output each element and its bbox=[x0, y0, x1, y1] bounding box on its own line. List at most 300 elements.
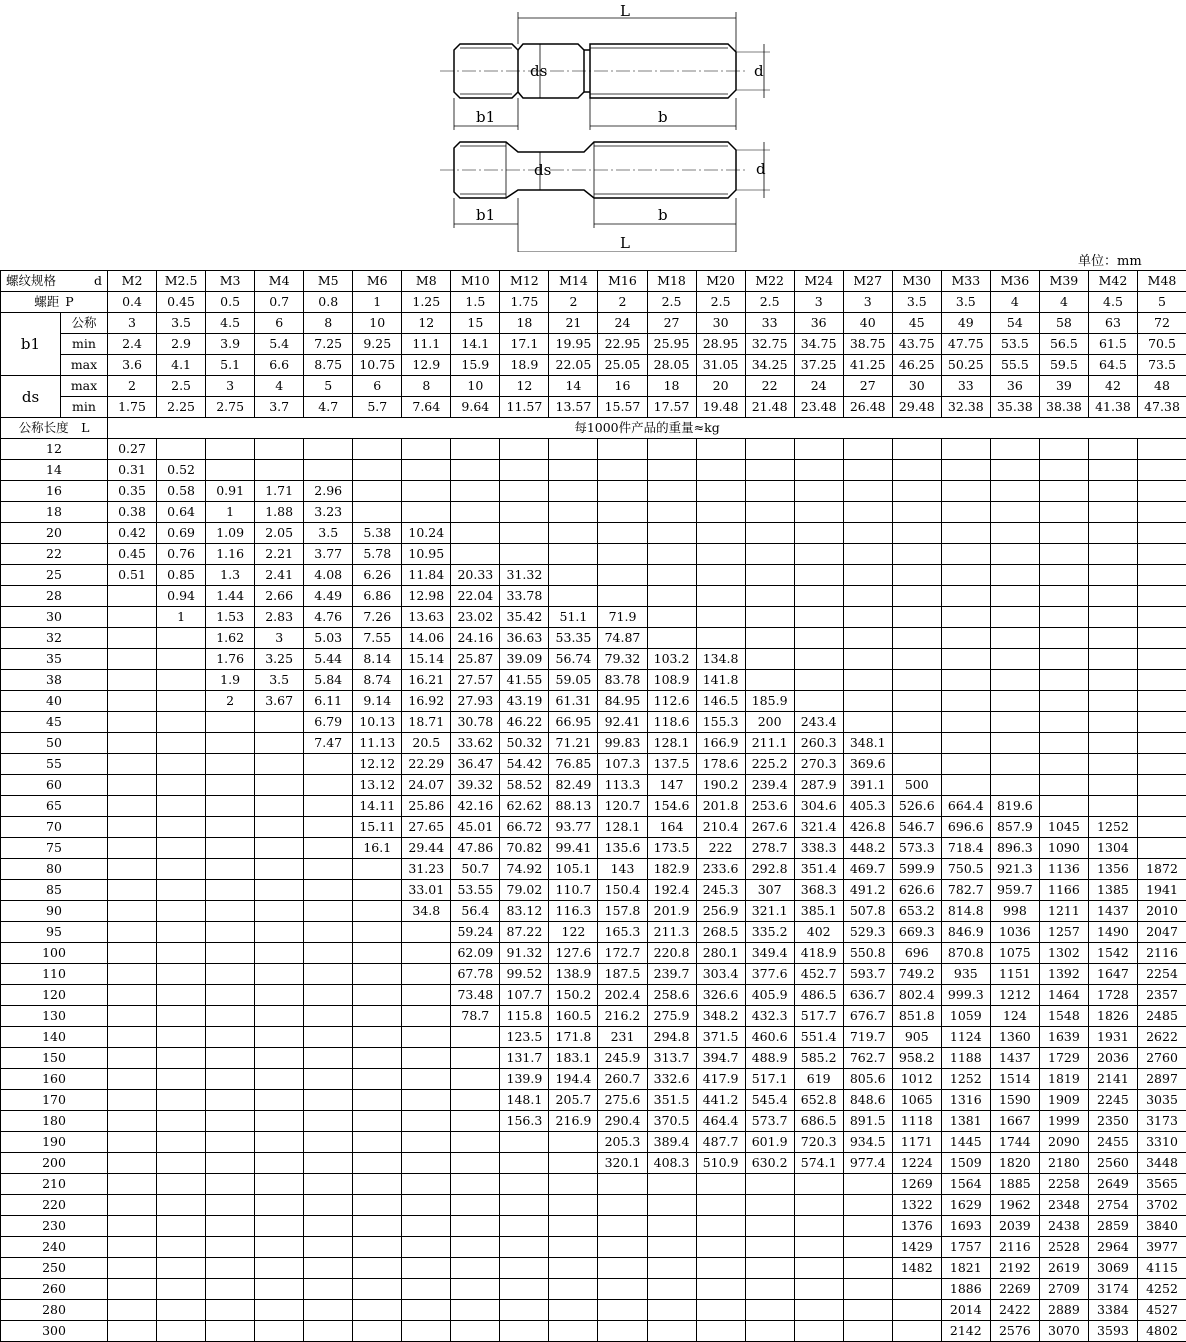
weight-cell bbox=[108, 964, 157, 985]
weight-cell: 33.62 bbox=[451, 733, 500, 754]
b1-nominal-row-cell: 4.5 bbox=[206, 313, 255, 334]
length-value: 230 bbox=[1, 1216, 108, 1237]
weight-row bbox=[1, 775, 1186, 796]
weight-cell: 267.6 bbox=[745, 817, 794, 838]
b1-nominal-row-cell: 24 bbox=[598, 313, 647, 334]
weight-cell bbox=[843, 544, 892, 565]
weight-cell bbox=[402, 1153, 451, 1174]
weight-cell bbox=[353, 1069, 402, 1090]
weight-cell bbox=[451, 1321, 500, 1342]
weight-cell bbox=[1137, 733, 1186, 754]
b1-nominal-row-cell: 30 bbox=[696, 313, 745, 334]
weight-cell: 2889 bbox=[1039, 1300, 1088, 1321]
weight-cell bbox=[745, 607, 794, 628]
weight-cell bbox=[157, 1132, 206, 1153]
ds-min-row-cell: 35.38 bbox=[990, 397, 1039, 418]
weight-cell: 0.51 bbox=[108, 565, 157, 586]
weight-cell bbox=[451, 1153, 500, 1174]
weight-cell bbox=[990, 670, 1039, 691]
weight-cell bbox=[892, 523, 941, 544]
weight-cell bbox=[990, 691, 1039, 712]
weight-cell bbox=[255, 922, 304, 943]
weight-cell bbox=[353, 901, 402, 922]
size-header-cell: M33 bbox=[941, 271, 990, 292]
weight-cell: 1509 bbox=[941, 1153, 990, 1174]
b1-max-row-cell: 46.25 bbox=[892, 355, 941, 376]
ds-max-row-cell: 8 bbox=[402, 376, 451, 397]
weight-cell bbox=[157, 796, 206, 817]
weight-cell bbox=[892, 565, 941, 586]
weight-cell: 1514 bbox=[990, 1069, 1039, 1090]
ds-min-row-cell: 1.75 bbox=[108, 397, 157, 418]
weight-cell: 1629 bbox=[941, 1195, 990, 1216]
weight-cell: 1909 bbox=[1039, 1090, 1088, 1111]
weight-cell bbox=[1039, 439, 1088, 460]
weight-cell: 27.57 bbox=[451, 670, 500, 691]
weight-cell bbox=[1088, 775, 1137, 796]
weight-cell: 2438 bbox=[1039, 1216, 1088, 1237]
weight-cell bbox=[206, 1048, 255, 1069]
size-header-cell: M8 bbox=[402, 271, 451, 292]
weight-cell bbox=[304, 439, 353, 460]
weight-cell bbox=[892, 649, 941, 670]
weight-cell bbox=[451, 1111, 500, 1132]
weight-cell bbox=[794, 502, 843, 523]
weight-cell bbox=[304, 460, 353, 481]
weight-cell bbox=[206, 922, 255, 943]
weight-cell bbox=[157, 964, 206, 985]
weight-cell: 11.84 bbox=[402, 565, 451, 586]
weight-cell: 935 bbox=[941, 964, 990, 985]
weight-cell bbox=[206, 901, 255, 922]
weight-cell bbox=[892, 460, 941, 481]
weight-cell bbox=[157, 817, 206, 838]
weight-cell bbox=[304, 964, 353, 985]
weight-cell: 3840 bbox=[1137, 1216, 1186, 1237]
weight-cell bbox=[402, 1132, 451, 1153]
weight-cell: 1.9 bbox=[206, 670, 255, 691]
weight-cell: 303.4 bbox=[696, 964, 745, 985]
weight-cell bbox=[843, 607, 892, 628]
ds-min-row-cell: 2.75 bbox=[206, 397, 255, 418]
weight-cell: 1090 bbox=[1039, 838, 1088, 859]
b1-min-row-cell: 19.95 bbox=[549, 334, 598, 355]
length-value: 70 bbox=[1, 817, 108, 838]
weight-cell: 1464 bbox=[1039, 985, 1088, 1006]
weight-cell bbox=[206, 1090, 255, 1111]
weight-cell: 2357 bbox=[1137, 985, 1186, 1006]
ds-min-row-cell: 13.57 bbox=[549, 397, 598, 418]
weight-cell bbox=[794, 670, 843, 691]
weight-cell: 1437 bbox=[1088, 901, 1137, 922]
weight-cell: 1667 bbox=[990, 1111, 1039, 1132]
weight-cell bbox=[451, 1258, 500, 1279]
weight-cell bbox=[206, 1258, 255, 1279]
weight-cell: 1075 bbox=[990, 943, 1039, 964]
weight-cell bbox=[1137, 565, 1186, 586]
weight-cell bbox=[647, 1321, 696, 1342]
weight-cell: 4.76 bbox=[304, 607, 353, 628]
weight-cell: 2269 bbox=[990, 1279, 1039, 1300]
weight-cell bbox=[549, 439, 598, 460]
weight-cell bbox=[1088, 481, 1137, 502]
weight-cell bbox=[500, 1237, 549, 1258]
bottom-stud-figure bbox=[440, 142, 770, 252]
weight-cell bbox=[108, 817, 157, 838]
weight-cell: 56.74 bbox=[549, 649, 598, 670]
weight-cell: 1124 bbox=[941, 1027, 990, 1048]
weight-cell bbox=[206, 1027, 255, 1048]
weight-cell: 460.6 bbox=[745, 1027, 794, 1048]
weight-cell: 2760 bbox=[1137, 1048, 1186, 1069]
weight-cell bbox=[157, 1069, 206, 1090]
weight-cell: 46.22 bbox=[500, 712, 549, 733]
weight-cell: 2116 bbox=[990, 1237, 1039, 1258]
pitch-cell: 2.5 bbox=[745, 292, 794, 313]
weight-cell bbox=[696, 1237, 745, 1258]
weight-row bbox=[1, 859, 1186, 880]
weight-cell bbox=[745, 628, 794, 649]
weight-cell: 3.5 bbox=[304, 523, 353, 544]
weight-cell: 750.5 bbox=[941, 859, 990, 880]
weight-cell bbox=[794, 565, 843, 586]
weight-row bbox=[1, 439, 1186, 460]
b1-min-row-cell: 53.5 bbox=[990, 334, 1039, 355]
weight-cell: 3702 bbox=[1137, 1195, 1186, 1216]
weight-cell bbox=[500, 1132, 549, 1153]
weight-cell bbox=[1039, 649, 1088, 670]
weight-cell bbox=[647, 502, 696, 523]
weight-cell bbox=[892, 733, 941, 754]
weight-cell: 185.9 bbox=[745, 691, 794, 712]
weight-row bbox=[1, 964, 1186, 985]
weight-cell: 66.72 bbox=[500, 817, 549, 838]
weight-cell: 338.3 bbox=[794, 838, 843, 859]
weight-cell: 814.8 bbox=[941, 901, 990, 922]
weight-cell bbox=[1137, 754, 1186, 775]
weight-cell: 377.6 bbox=[745, 964, 794, 985]
weight-cell bbox=[500, 460, 549, 481]
b1-min-row-cell: 56.5 bbox=[1039, 334, 1088, 355]
weight-cell: 83.12 bbox=[500, 901, 549, 922]
b1-min-row-cell: 38.75 bbox=[843, 334, 892, 355]
weight-cell bbox=[304, 1258, 353, 1279]
b1-nominal-row-cell: 54 bbox=[990, 313, 1039, 334]
weight-cell bbox=[941, 607, 990, 628]
weight-cell bbox=[1137, 502, 1186, 523]
weight-cell: 205.7 bbox=[549, 1090, 598, 1111]
pitch-row bbox=[1, 292, 1186, 313]
weight-cell: 510.9 bbox=[696, 1153, 745, 1174]
ds-max-row-cell: 10 bbox=[451, 376, 500, 397]
top-d-label: d bbox=[754, 62, 764, 80]
weight-cell: 2455 bbox=[1088, 1132, 1137, 1153]
weight-cell bbox=[157, 880, 206, 901]
weight-cell: 2039 bbox=[990, 1216, 1039, 1237]
weight-cell: 116.3 bbox=[549, 901, 598, 922]
b1-max-row-cell: 37.25 bbox=[794, 355, 843, 376]
weight-cell: 154.6 bbox=[647, 796, 696, 817]
length-value: 45 bbox=[1, 712, 108, 733]
weight-cell bbox=[206, 460, 255, 481]
weight-cell bbox=[500, 544, 549, 565]
weight-cell bbox=[304, 796, 353, 817]
ds-max-row-cell: 24 bbox=[794, 376, 843, 397]
weight-cell: 10.13 bbox=[353, 712, 402, 733]
weight-cell: 2964 bbox=[1088, 1237, 1137, 1258]
weight-cell: 5.78 bbox=[353, 544, 402, 565]
weight-cell bbox=[549, 481, 598, 502]
weight-cell: 166.9 bbox=[696, 733, 745, 754]
weight-cell: 749.2 bbox=[892, 964, 941, 985]
length-value: 40 bbox=[1, 691, 108, 712]
weight-cell bbox=[157, 1111, 206, 1132]
weight-cell: 150.4 bbox=[598, 880, 647, 901]
weight-header: 每1000件产品的重量≈kg bbox=[108, 418, 1186, 439]
weight-cell: 9.14 bbox=[353, 691, 402, 712]
weight-cell bbox=[402, 1090, 451, 1111]
weight-cell: 135.6 bbox=[598, 838, 647, 859]
weight-cell: 1304 bbox=[1088, 838, 1137, 859]
weight-cell bbox=[990, 460, 1039, 481]
pitch-cell: 3.5 bbox=[941, 292, 990, 313]
weight-cell bbox=[990, 607, 1039, 628]
weight-cell: 182.9 bbox=[647, 859, 696, 880]
weight-cell bbox=[402, 481, 451, 502]
weight-cell bbox=[353, 1090, 402, 1111]
weight-cell: 848.6 bbox=[843, 1090, 892, 1111]
weight-cell: 99.83 bbox=[598, 733, 647, 754]
size-header-cell: M30 bbox=[892, 271, 941, 292]
ds-min-row-cell: 9.64 bbox=[451, 397, 500, 418]
weight-cell: 178.6 bbox=[696, 754, 745, 775]
weight-cell bbox=[843, 649, 892, 670]
weight-cell: 1302 bbox=[1039, 943, 1088, 964]
weight-cell: 118.6 bbox=[647, 712, 696, 733]
weight-cell: 2485 bbox=[1137, 1006, 1186, 1027]
weight-cell bbox=[255, 1321, 304, 1342]
weight-cell: 3069 bbox=[1088, 1258, 1137, 1279]
weight-cell bbox=[255, 1174, 304, 1195]
weight-cell: 256.9 bbox=[696, 901, 745, 922]
size-header-row bbox=[1, 271, 1186, 292]
weight-cell: 275.6 bbox=[598, 1090, 647, 1111]
weight-cell bbox=[598, 544, 647, 565]
weight-cell: 2254 bbox=[1137, 964, 1186, 985]
b1-nominal-row-cell: 21 bbox=[549, 313, 598, 334]
weight-cell bbox=[157, 775, 206, 796]
b1-nominal-row-cell: 12 bbox=[402, 313, 451, 334]
weight-cell: 27.65 bbox=[402, 817, 451, 838]
size-header-cell: M42 bbox=[1088, 271, 1137, 292]
weight-cell bbox=[255, 796, 304, 817]
weight-cell: 31.32 bbox=[500, 565, 549, 586]
length-value: 65 bbox=[1, 796, 108, 817]
weight-cell bbox=[892, 691, 941, 712]
weight-row bbox=[1, 544, 1186, 565]
weight-cell bbox=[402, 985, 451, 1006]
weight-cell bbox=[990, 565, 1039, 586]
weight-cell: 2047 bbox=[1137, 922, 1186, 943]
weight-cell: 87.22 bbox=[500, 922, 549, 943]
weight-cell bbox=[598, 460, 647, 481]
pitch-cell: 0.8 bbox=[304, 292, 353, 313]
weight-cell bbox=[843, 1300, 892, 1321]
weight-cell: 245.3 bbox=[696, 880, 745, 901]
weight-cell bbox=[402, 1006, 451, 1027]
weight-cell: 1693 bbox=[941, 1216, 990, 1237]
pitch-cell: 4 bbox=[1039, 292, 1088, 313]
weight-cell bbox=[647, 439, 696, 460]
weight-cell bbox=[647, 1237, 696, 1258]
weight-cell: 294.8 bbox=[647, 1027, 696, 1048]
b1-nominal-row-cell: 8 bbox=[304, 313, 353, 334]
weight-cell: 959.7 bbox=[990, 880, 1039, 901]
weight-cell bbox=[598, 1321, 647, 1342]
weight-cell bbox=[157, 649, 206, 670]
weight-cell bbox=[843, 1279, 892, 1300]
weight-cell bbox=[304, 1090, 353, 1111]
weight-cell bbox=[304, 754, 353, 775]
weight-cell bbox=[108, 628, 157, 649]
weight-cell bbox=[1088, 544, 1137, 565]
weight-cell: 172.7 bbox=[598, 943, 647, 964]
weight-cell: 91.32 bbox=[500, 943, 549, 964]
b1-min-row-cell: 61.5 bbox=[1088, 334, 1137, 355]
weight-cell bbox=[1088, 586, 1137, 607]
b1-max-row bbox=[1, 355, 1186, 376]
b1-nominal-row-cell: 33 bbox=[745, 313, 794, 334]
weight-cell: 146.5 bbox=[696, 691, 745, 712]
ds-max-row-cell: 3 bbox=[206, 376, 255, 397]
weight-cell bbox=[108, 1174, 157, 1195]
weight-row bbox=[1, 1090, 1186, 1111]
weight-cell bbox=[1039, 481, 1088, 502]
weight-cell: 56.4 bbox=[451, 901, 500, 922]
weight-cell bbox=[549, 502, 598, 523]
weight-cell: 426.8 bbox=[843, 817, 892, 838]
weight-cell bbox=[157, 712, 206, 733]
weight-cell: 58.52 bbox=[500, 775, 549, 796]
weight-cell: 260.3 bbox=[794, 733, 843, 754]
weight-cell: 3593 bbox=[1088, 1321, 1137, 1342]
weight-row bbox=[1, 670, 1186, 691]
weight-cell bbox=[206, 1195, 255, 1216]
weight-cell bbox=[696, 544, 745, 565]
weight-cell bbox=[108, 796, 157, 817]
ds-min-label: min bbox=[61, 397, 108, 418]
b1-min-label: min bbox=[61, 334, 108, 355]
weight-cell bbox=[500, 1195, 549, 1216]
weight-cell bbox=[206, 943, 255, 964]
weight-cell bbox=[108, 901, 157, 922]
weight-cell: 127.6 bbox=[549, 943, 598, 964]
weight-cell: 1118 bbox=[892, 1111, 941, 1132]
weight-cell bbox=[108, 1006, 157, 1027]
weight-row bbox=[1, 712, 1186, 733]
b1-label: b1 bbox=[1, 313, 61, 376]
b1-min-row bbox=[1, 334, 1186, 355]
weight-cell bbox=[255, 775, 304, 796]
weight-row bbox=[1, 1279, 1186, 1300]
weight-cell: 31.23 bbox=[402, 859, 451, 880]
weight-cell bbox=[402, 922, 451, 943]
weight-cell bbox=[402, 1195, 451, 1216]
weight-cell: 99.52 bbox=[500, 964, 549, 985]
weight-cell bbox=[206, 1279, 255, 1300]
ds-max-row-cell: 2 bbox=[108, 376, 157, 397]
weight-cell bbox=[892, 1279, 941, 1300]
weight-cell: 452.7 bbox=[794, 964, 843, 985]
weight-cell: 4252 bbox=[1137, 1279, 1186, 1300]
b1-max-row-cell: 6.6 bbox=[255, 355, 304, 376]
weight-cell: 696.6 bbox=[941, 817, 990, 838]
weight-cell: 16.1 bbox=[353, 838, 402, 859]
weight-cell bbox=[549, 1237, 598, 1258]
weight-cell bbox=[206, 1069, 255, 1090]
weight-cell bbox=[1137, 817, 1186, 838]
b1-min-row-cell: 14.1 bbox=[451, 334, 500, 355]
thread-spec-label: 螺纹规格 bbox=[5, 273, 56, 288]
weight-cell bbox=[108, 691, 157, 712]
weight-cell: 292.8 bbox=[745, 859, 794, 880]
weight-cell: 3035 bbox=[1137, 1090, 1186, 1111]
weight-cell: 107.3 bbox=[598, 754, 647, 775]
weight-cell: 12.98 bbox=[402, 586, 451, 607]
weight-cell bbox=[794, 544, 843, 565]
weight-cell: 805.6 bbox=[843, 1069, 892, 1090]
b1-min-row-cell: 25.95 bbox=[647, 334, 696, 355]
weight-cell bbox=[1137, 691, 1186, 712]
weight-cell: 2528 bbox=[1039, 1237, 1088, 1258]
length-value: 260 bbox=[1, 1279, 108, 1300]
weight-cell: 1036 bbox=[990, 922, 1039, 943]
weight-cell bbox=[157, 733, 206, 754]
weight-cell: 14.11 bbox=[353, 796, 402, 817]
weight-cell bbox=[206, 754, 255, 775]
weight-cell: 1151 bbox=[990, 964, 1039, 985]
weight-cell bbox=[451, 1069, 500, 1090]
b1-min-row-cell: 70.5 bbox=[1137, 334, 1186, 355]
weight-cell bbox=[304, 943, 353, 964]
length-value: 32 bbox=[1, 628, 108, 649]
weight-cell: 110.7 bbox=[549, 880, 598, 901]
weight-cell: 79.02 bbox=[500, 880, 549, 901]
weight-cell: 59.05 bbox=[549, 670, 598, 691]
weight-cell bbox=[892, 754, 941, 775]
weight-cell: 1445 bbox=[941, 1132, 990, 1153]
b1-nominal-row-cell: 6 bbox=[255, 313, 304, 334]
weight-cell: 977.4 bbox=[843, 1153, 892, 1174]
weight-cell: 53.35 bbox=[549, 628, 598, 649]
weight-cell bbox=[500, 1258, 549, 1279]
weight-cell: 1886 bbox=[941, 1279, 990, 1300]
size-header-cell: M36 bbox=[990, 271, 1039, 292]
weight-cell bbox=[1137, 460, 1186, 481]
weight-cell: 120.7 bbox=[598, 796, 647, 817]
weight-cell bbox=[108, 859, 157, 880]
weight-cell: 517.1 bbox=[745, 1069, 794, 1090]
weight-cell bbox=[892, 481, 941, 502]
weight-cell: 24.07 bbox=[402, 775, 451, 796]
b1-max-row-cell: 28.05 bbox=[647, 355, 696, 376]
weight-cell: 10.95 bbox=[402, 544, 451, 565]
weight-cell bbox=[647, 607, 696, 628]
weight-cell: 216.2 bbox=[598, 1006, 647, 1027]
weight-cell bbox=[745, 670, 794, 691]
weight-cell: 183.1 bbox=[549, 1048, 598, 1069]
ds-max-row-cell: 6 bbox=[353, 376, 402, 397]
